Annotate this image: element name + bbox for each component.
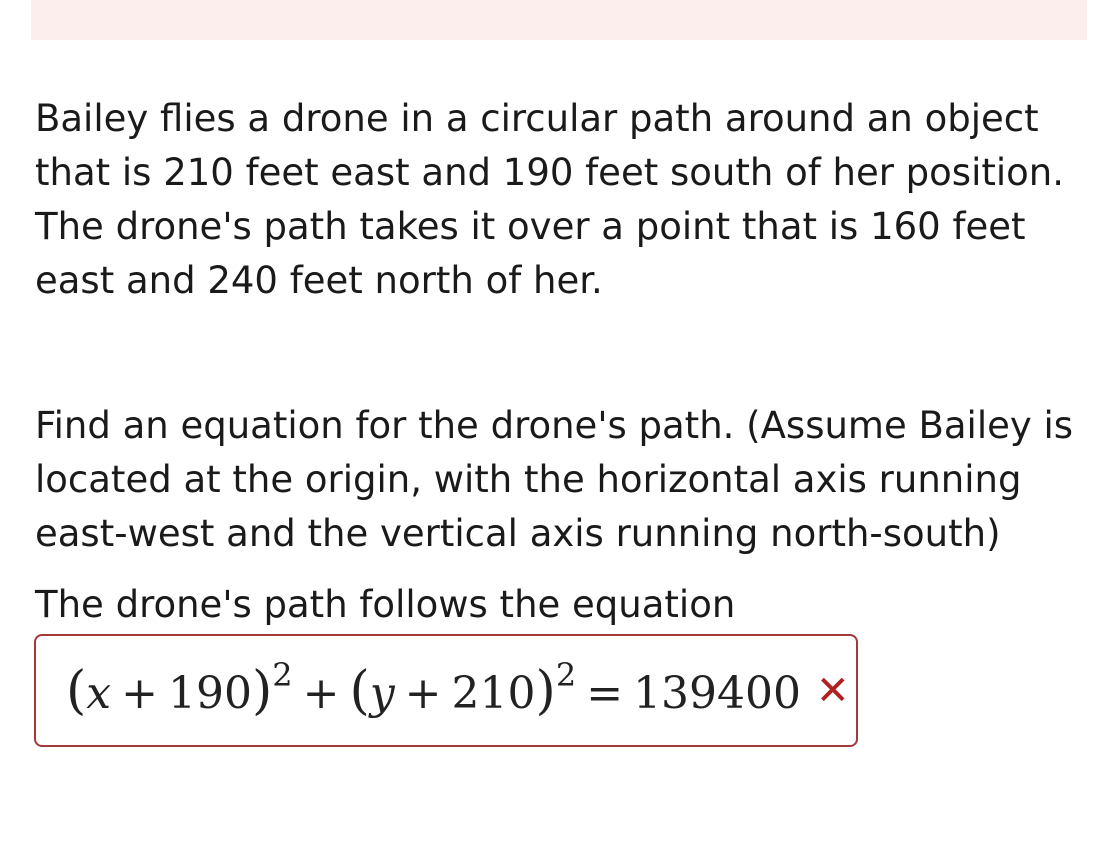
answer-input[interactable] (34, 634, 858, 747)
y-variable: y (369, 668, 395, 719)
incorrect-x-icon: ✕ (816, 668, 850, 714)
question-paragraph-2 (35, 362, 1095, 598)
close-paren: ) (535, 661, 556, 721)
x-offset: 190 (168, 668, 252, 719)
open-paren: ( (66, 661, 87, 721)
plus-operator: + (302, 668, 340, 719)
open-paren: ( (349, 661, 370, 721)
y-exponent: 2 (555, 656, 577, 694)
question-text-2: Find an equation for the drone's path. (Assume Bailey is located at the origin, with the horizontal axis running east-west and the vertical axis running north-south) (35, 404, 1074, 555)
close-paren: ) (251, 661, 273, 721)
equals-operator: = (586, 668, 624, 719)
answer-equation (66, 656, 802, 721)
feedback-banner (31, 0, 1087, 40)
x-exponent: 2 (272, 656, 293, 694)
y-offset: 210 (451, 668, 536, 719)
answer-prompt: The drone's path follows the equation (35, 583, 736, 626)
rhs-value: 139400 (633, 668, 802, 719)
plus-operator: + (404, 668, 442, 719)
plus-operator: + (121, 668, 158, 719)
question-text-1: Bailey flies a drone in a circular path around an object that is 210 feet east and 190 feet south of her position. The drone's path takes it over a point that is 160 feet east and 240 feet north of her. (35, 97, 1064, 302)
question-paragraph-1 (35, 92, 1095, 308)
x-variable: x (86, 668, 112, 719)
